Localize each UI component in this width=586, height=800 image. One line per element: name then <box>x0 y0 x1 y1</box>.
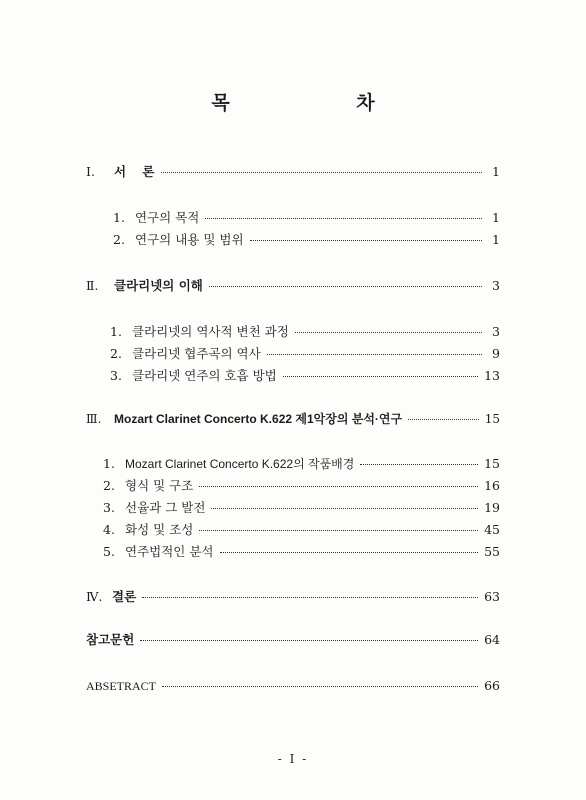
toc-label: 클라리넷 협주곡의 역사 <box>132 346 261 361</box>
toc-page: 15 <box>484 456 500 471</box>
dot-leader <box>161 172 482 173</box>
toc-page: 1 <box>492 232 500 247</box>
dot-leader <box>211 508 478 509</box>
toc-label: 연구의 내용 및 범위 <box>135 232 244 247</box>
toc-label: 결론 <box>112 589 137 604</box>
toc-number: Ⅰ. <box>86 164 95 179</box>
dot-leader <box>267 354 482 355</box>
page-number-footer: - I - <box>277 752 309 766</box>
dot-leader <box>283 376 478 377</box>
dot-leader <box>295 332 482 333</box>
toc-label: 클라리넷의 역사적 변천 과정 <box>132 324 289 339</box>
toc-section[interactable] <box>103 456 500 472</box>
toc-label: Mozart Clarinet Concerto K.622 제1악장의 분석·연구 <box>114 412 403 426</box>
dot-leader <box>142 597 478 598</box>
toc-section[interactable] <box>103 478 500 494</box>
toc-section[interactable] <box>113 210 500 226</box>
dot-leader <box>250 240 482 241</box>
toc-number: Ⅱ. <box>86 278 99 293</box>
toc-number: 3. <box>110 368 122 383</box>
toc-page: 3 <box>492 278 500 293</box>
toc-abstract[interactable] <box>86 678 500 694</box>
toc-label: 연주법적인 분석 <box>125 544 214 559</box>
dot-leader <box>205 218 482 219</box>
toc-number: Ⅳ. <box>86 589 103 604</box>
toc-section[interactable] <box>103 500 500 516</box>
toc-section[interactable] <box>110 368 500 384</box>
toc-page: 1 <box>492 164 500 179</box>
toc-number: 4. <box>103 522 115 537</box>
toc-section[interactable] <box>110 324 500 340</box>
toc-label: 선율과 그 발전 <box>125 500 206 515</box>
toc-page: 13 <box>484 368 500 383</box>
toc-label: ABSETRACT <box>86 679 157 693</box>
toc-number: 2. <box>103 478 115 493</box>
toc-label: Mozart Clarinet Concerto K.622의 작품배경 <box>125 457 355 471</box>
toc-label: 참고문헌 <box>86 632 135 647</box>
toc-page: 3 <box>492 324 500 339</box>
page-title: 목 차 <box>211 92 435 114</box>
dot-leader <box>360 464 478 465</box>
toc-section[interactable] <box>103 544 500 560</box>
toc-label: 연구의 목적 <box>135 210 200 225</box>
dot-leader <box>220 552 479 553</box>
toc-label: 클라리넷의 이해 <box>114 278 203 293</box>
toc-page: 66 <box>484 678 500 693</box>
toc-section[interactable] <box>110 346 500 362</box>
toc-number: 5. <box>103 544 115 559</box>
toc-page: 64 <box>484 632 500 647</box>
dot-leader <box>209 286 482 287</box>
dot-leader <box>162 686 478 687</box>
toc-chapter-4[interactable] <box>86 589 500 605</box>
toc-number: 2. <box>113 232 125 247</box>
toc-chapter-1[interactable] <box>86 164 500 180</box>
toc-section[interactable] <box>113 232 500 248</box>
toc-page: 15 <box>484 412 500 426</box>
dot-leader <box>199 530 478 531</box>
toc-number: 1. <box>113 210 125 225</box>
toc-chapter-3[interactable] <box>86 411 500 427</box>
dot-leader <box>140 640 478 641</box>
toc-number: Ⅲ. <box>86 412 102 426</box>
toc-references[interactable] <box>86 632 500 648</box>
toc-page: 55 <box>484 544 500 559</box>
toc-section[interactable] <box>103 522 500 538</box>
toc-page: 19 <box>484 500 500 515</box>
toc-chapter-2[interactable] <box>86 278 500 294</box>
toc-page: 16 <box>484 478 500 493</box>
toc-label: 클라리넷 연주의 호흡 방법 <box>132 368 277 383</box>
toc-page: 45 <box>484 522 500 537</box>
toc-number: 2. <box>110 346 122 361</box>
toc-number: 3. <box>103 500 115 515</box>
toc-label: 화성 및 조성 <box>125 522 194 537</box>
toc-number: 1. <box>103 456 115 471</box>
toc-label: 서 론 <box>114 164 155 179</box>
toc-page: 1 <box>492 210 500 225</box>
toc-page: 63 <box>484 589 500 604</box>
dot-leader <box>408 419 479 420</box>
dot-leader <box>199 486 478 487</box>
toc-page: 9 <box>492 346 500 361</box>
toc-number: 1. <box>110 324 122 339</box>
toc-label: 형식 및 구조 <box>125 478 194 493</box>
